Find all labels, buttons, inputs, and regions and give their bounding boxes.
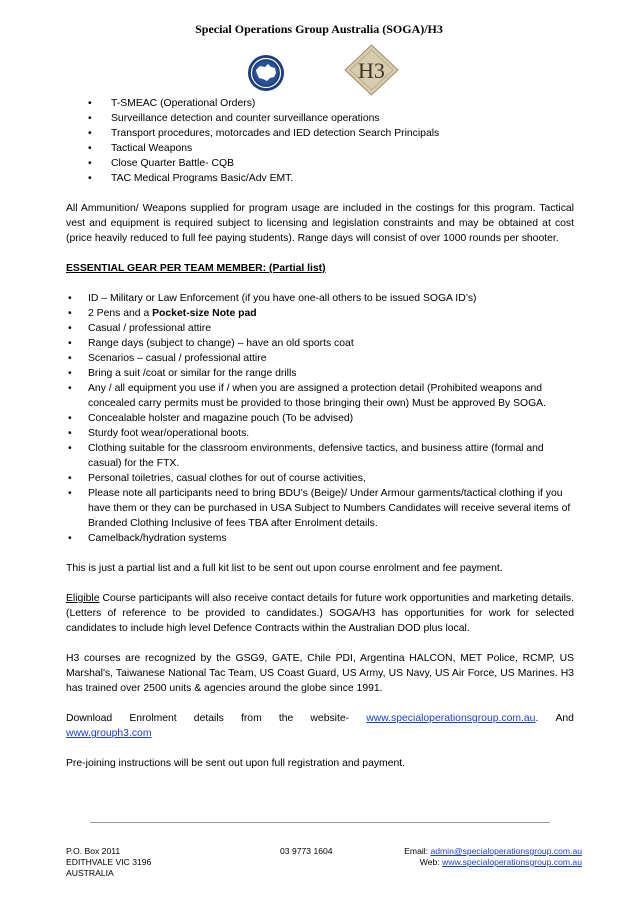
document-body [66, 96, 574, 771]
download-word: the [278, 713, 294, 724]
download-word: Enrolment [129, 713, 177, 724]
download-word: website- [310, 713, 350, 724]
list-item: • ID – Military or Law Enforcement (if you have one-all others to be issued SOGA ID’s) [66, 291, 574, 306]
list-item: • Casual / professional attire [66, 321, 574, 336]
list-item: • Range days (subject to change) – have an old sports coat [66, 336, 574, 351]
list-item: • Any / all equipment you use if / when you are assigned a protection detail (Prohibited weapons and concealed carry permits must be provided to those bringing their own) Must be approved By SOGA. [66, 381, 574, 411]
gear-list [66, 291, 574, 546]
list-item: • Close Quarter Battle- CQB [66, 156, 574, 171]
gear-heading: ESSENTIAL GEAR PER TEAM MEMBER: (Partial list) [66, 263, 326, 274]
list-item: • Clothing suitable for the classroom environments, defensive tactics, and business attire (formal and casual) for the FTX. [66, 441, 574, 471]
list-item: • Tactical Weapons [66, 141, 574, 156]
download-word: from [240, 713, 262, 724]
list-item: • TAC Medical Programs Basic/Adv EMT. [66, 171, 574, 186]
list-item: • Transport procedures, motorcades and IED detection Search Principals [66, 126, 574, 141]
ammunition-paragraph: All Ammunition/ Weapons supplied for program usage are included in the costings for this program. Tactical vest and equipment is required subject to licensing and legislation constraints and may be obtained at cost (price heavily reduced to full fee paying students). Range days will consist of over 1000 rounds per shooter. [66, 203, 574, 244]
list-item: • Camelback/hydration systems [66, 531, 574, 546]
partial-list-note: This is just a partial list and a full kit list to be sent out upon course enrolment and fee payment. [66, 563, 503, 574]
footer-address [66, 846, 151, 879]
footer-city: EDITHVALE VIC 3196 [66, 857, 152, 867]
h3-website-link[interactable]: www.grouph3.com [66, 728, 152, 739]
footer-contact [398, 846, 582, 868]
footer-country: AUSTRALIA [66, 868, 114, 878]
footer-phone: 03 9773 1604 [280, 846, 333, 856]
footer-divider [90, 822, 550, 823]
pens-text: 2 Pens and a [88, 308, 153, 319]
list-item: • Concealable holster and magazine pouch (To be advised) [66, 411, 574, 426]
email-label: Email: [404, 846, 431, 856]
soga-logo [247, 54, 285, 92]
course-topics-list [66, 96, 574, 186]
list-item: • Personal toiletries, casual clothes for out of course activities, [66, 471, 574, 486]
h3-logo-text: H3 [358, 58, 385, 83]
footer-web-line [398, 857, 582, 868]
download-word: details [193, 713, 224, 724]
and-word: And [555, 713, 574, 724]
footer-email-line [398, 846, 582, 857]
page-header-title: Special Operations Group Australia (SOGA)/H3 [195, 22, 443, 36]
list-item [66, 306, 574, 321]
list-item: • T-SMEAC (Operational Orders) [66, 96, 574, 111]
download-word: Download [66, 713, 113, 724]
list-item: • Sturdy foot wear/operational boots. [66, 426, 574, 441]
list-item: • Scenarios – casual / professional attire [66, 351, 574, 366]
web-label: Web: [419, 857, 443, 867]
list-item: • Surveillance detection and counter surveillance operations [66, 111, 574, 126]
note-pad-text: Pocket-size Note pad [152, 308, 257, 319]
h3-logo [344, 44, 399, 96]
email-link[interactable]: admin@specialoperationsgroup.com.au [430, 846, 582, 856]
eligible-text: Course participants will also receive contact details for future work opportunities and marketing details. (Letters of reference to be provided to candidates.) SOGA/H3 has opportunities for work for selected candidates to include high level Defence Contracts within the Australian DOD plus local. [66, 593, 574, 634]
prejoining-note: Pre-joining instructions will be sent out upon full registration and payment. [66, 758, 406, 769]
download-line [66, 711, 574, 726]
eligible-word: Eligible [66, 593, 100, 604]
soga-website-link-group [366, 711, 538, 726]
download-paragraph [66, 711, 574, 741]
footer-po-box: P.O. Box 2011 [66, 846, 121, 856]
link-period: . [535, 713, 539, 724]
web-link[interactable]: www.specialoperationsgroup.com.au [442, 857, 582, 867]
soga-website-link[interactable]: www.specialoperationsgroup.com.au [366, 713, 536, 724]
list-item: • Bring a suit /coat or similar for the range drills [66, 366, 574, 381]
recognition-paragraph: H3 courses are recognized by the GSG9, GATE, Chile PDI, Argentina HALCON, MET Police, RCMP, US Marshal's, Taiwanese National Tac Team, US Coast Guard, US Army, US Navy, US Air Force, US Marines. H3 has trained over 2500 units & agencies around the globe since 1991. [66, 653, 574, 694]
list-item: • Please note all participants need to bring BDU’s (Beige)/ Under Armour garments/tactical clothing if you have them or they can be purchased in USA Subject to Numbers Candidates will receive several items of Branded Clothing Inclusive of fees TBA after Enrolment details. [66, 486, 574, 531]
eligible-paragraph [66, 591, 574, 636]
